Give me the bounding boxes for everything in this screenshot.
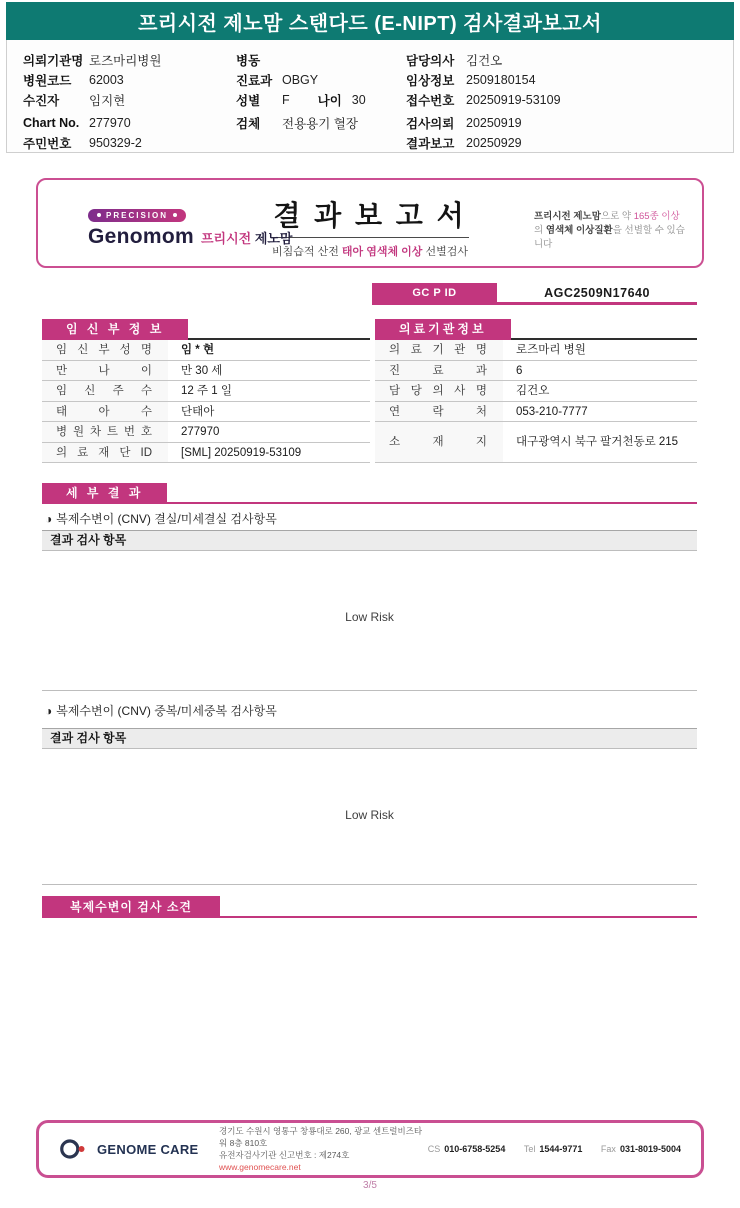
- admin-row: [236, 70, 406, 89]
- row-value: 만 30 세: [181, 364, 223, 377]
- pregnancy-info-table: [42, 319, 370, 463]
- row-label: 임 신 주 수: [42, 381, 168, 401]
- field-label: 나이: [317, 93, 342, 108]
- table-row: [375, 340, 697, 361]
- admin-row: [236, 50, 406, 69]
- field-value: 20250919: [466, 115, 522, 130]
- row-value: 053-210-7777: [516, 405, 588, 418]
- field-label: 성별: [236, 93, 261, 108]
- row-value: 277970: [181, 426, 220, 438]
- title-underline: [271, 237, 469, 238]
- row-label: 의 료 기 관 명: [375, 340, 503, 360]
- genome-care-logo: [59, 1137, 219, 1161]
- genomom-logo: [88, 204, 293, 249]
- table-row: [42, 402, 370, 423]
- field-label: 주민번호: [23, 136, 72, 151]
- result-report-title: 결 과 보 고 서: [273, 200, 467, 231]
- admin-row: [406, 113, 726, 132]
- field-value: OBGY: [282, 72, 319, 87]
- tel-label: Tel: [523, 1144, 536, 1154]
- brand-korean-pink: 프리시전: [200, 231, 252, 246]
- field-label: 병원코드: [23, 73, 72, 88]
- field-value: 20250929: [466, 135, 522, 150]
- badge-dot-icon: [173, 213, 177, 217]
- admin-row: [23, 50, 238, 69]
- row-label: 태 아 수: [42, 402, 168, 422]
- clinic-info-table: [375, 319, 697, 463]
- tagline-seg: 프리시전 제노맘: [534, 211, 601, 222]
- table-header: [375, 319, 697, 340]
- fax-label: Fax: [600, 1144, 616, 1154]
- cnv-findings-title: 복제수변이 검사 소견: [42, 896, 220, 918]
- field-label: 결과보고: [406, 136, 455, 151]
- pregnancy-info-title: 임 신 부 정 보: [42, 319, 188, 340]
- footer: [36, 1120, 704, 1178]
- field-label: 임상정보: [406, 73, 455, 88]
- cnv-heading-text: 복제수변이 (CNV) 중복/미세중복 검사항목: [56, 704, 277, 718]
- field-value: 30: [351, 92, 366, 107]
- cnv-duplication-result: Low Risk: [345, 808, 394, 822]
- address-line-1: 경기도 수원시 영통구 창룡대로 260, 광교 센트럴비즈타워 8층 810호: [219, 1126, 423, 1148]
- admin-column-middle: [236, 50, 406, 133]
- masthead-tagline: [534, 210, 686, 252]
- report-title-bar: [6, 2, 734, 40]
- admin-row: [236, 113, 406, 132]
- table-row: [42, 443, 370, 464]
- field-label: 검사의뢰: [406, 116, 455, 131]
- report-title: 프리시전 제노맘 스탠다드 (E-NIPT) 검사결과보고서: [138, 12, 602, 35]
- field-label: 담당의사: [406, 53, 455, 68]
- field-label: 수진자: [23, 93, 60, 108]
- row-label: 병 원 차 트 번 호: [42, 422, 168, 442]
- field-value: 김건오: [466, 53, 503, 68]
- section-divider: [42, 690, 697, 691]
- cs-label: CS: [427, 1144, 441, 1154]
- admin-column-left: [23, 50, 238, 153]
- table-row: [375, 422, 697, 463]
- section-divider: [42, 884, 697, 885]
- table-row: [375, 402, 697, 423]
- precision-badge: [88, 209, 186, 222]
- table-row: [42, 340, 370, 361]
- field-label: 검체: [236, 116, 261, 131]
- admin-row: [23, 113, 238, 132]
- field-value: 62003: [89, 72, 124, 87]
- genome-care-logo-icon: [59, 1137, 91, 1161]
- row-label: 담 당 의 사 명: [375, 381, 503, 401]
- field-label: 접수번호: [406, 93, 455, 108]
- cnv-findings-header: [42, 896, 697, 918]
- brand-korean: [201, 231, 293, 246]
- cnv-deletion-heading: [45, 510, 277, 527]
- table-row: [42, 381, 370, 402]
- badge-dot-icon: [97, 213, 101, 217]
- field-value: 전용용기 혈장: [282, 116, 358, 131]
- row-label: 소 재 지: [375, 422, 503, 462]
- row-label: 진 료 과: [375, 361, 503, 381]
- table-header: [42, 319, 370, 340]
- field-label: 의뢰기관명: [23, 53, 84, 68]
- brand-korean-dark: 제노맘: [254, 231, 293, 246]
- detail-results-header: [42, 483, 697, 504]
- footer-contacts: [428, 1144, 681, 1154]
- row-value: 임 * 현: [181, 344, 215, 356]
- detail-results-title: 세 부 결 과: [42, 483, 167, 504]
- gc-p-id-value: AGC2509N17640: [497, 283, 697, 302]
- table-row: [375, 381, 697, 402]
- cnv-heading-text: 복제수변이 (CNV) 결실/미세결실 검사항목: [56, 512, 277, 526]
- field-label: Chart No.: [23, 115, 80, 130]
- field-value: 277970: [89, 115, 131, 130]
- website-link[interactable]: www.genomecare.net: [219, 1162, 301, 1172]
- tagline-seg: 을 선별할 수 있습니다: [534, 225, 685, 250]
- result-column-header: [42, 530, 697, 551]
- field-value: 20250919-53109: [466, 92, 561, 107]
- tagline-seg: 으로 약: [600, 211, 634, 222]
- field-value: 2509180154: [466, 72, 536, 87]
- field-label: 병동: [236, 53, 261, 68]
- admin-row: [406, 90, 726, 109]
- field-value: 로즈마리병원: [89, 53, 162, 68]
- address-line-2: 유전자검사기관 신고번호 : 제274호: [219, 1150, 350, 1160]
- brand-wordmark: [88, 225, 293, 249]
- half-circle-bullet-icon: ◑: [45, 704, 53, 718]
- brand-name: Genomom: [88, 225, 194, 248]
- tagline-seg: 의: [534, 225, 546, 236]
- page-number: 3/5: [363, 1180, 377, 1191]
- footer-address: [219, 1125, 428, 1173]
- table-row: [42, 361, 370, 382]
- row-value: 단태아: [181, 405, 215, 418]
- admin-row: [236, 90, 406, 109]
- clinic-info-title: 의료기관정보: [375, 319, 511, 340]
- admin-header: [6, 40, 734, 153]
- admin-row: [406, 50, 726, 69]
- cnv-deletion-result: Low Risk: [345, 610, 394, 624]
- field-value: F: [282, 92, 290, 107]
- field-value: 임지현: [89, 93, 126, 108]
- row-label: 만 나 이: [42, 361, 168, 381]
- row-label: 연 락 처: [375, 402, 503, 422]
- gc-p-id-bar: [372, 283, 697, 305]
- subtitle-highlight: 태아 염색체 이상: [341, 246, 423, 258]
- fax-number: 031-8019-5004: [619, 1144, 681, 1154]
- field-value: 950329-2: [89, 135, 142, 150]
- cs-number: 010-6758-5254: [444, 1144, 506, 1154]
- badge-label: PRECISION: [106, 210, 169, 220]
- row-label: 의 료 재 단 ID: [42, 443, 168, 463]
- admin-row: [23, 90, 238, 109]
- row-value: 로즈마리 병원: [516, 344, 586, 356]
- field-label: 진료과: [236, 73, 273, 88]
- tagline-seg: 165종 이상: [633, 211, 680, 222]
- half-circle-bullet-icon: ◑: [45, 512, 53, 526]
- row-value: 대구광역시 북구 팔거천동로 215: [516, 436, 679, 448]
- row-label: 임 신 부 성 명: [42, 340, 168, 360]
- genome-care-logo-text: GENOME CARE: [97, 1141, 199, 1157]
- admin-row: [23, 133, 238, 152]
- table-row: [375, 361, 697, 382]
- admin-row: [406, 133, 726, 152]
- tel-number: 1544-9771: [539, 1144, 583, 1154]
- row-value: 6: [516, 364, 523, 377]
- admin-row: [406, 70, 726, 89]
- result-column-label: 결과 검사 항목: [50, 731, 127, 745]
- subtitle-suffix: 선별검사: [422, 246, 468, 258]
- result-column-header: [42, 728, 697, 749]
- row-value: [SML] 20250919-53109: [181, 446, 302, 459]
- admin-column-right: [406, 50, 726, 153]
- subtitle-prefix: 비침습적 산전: [272, 246, 342, 258]
- gc-p-id-label: GC P ID: [372, 283, 497, 302]
- admin-row: [23, 70, 238, 89]
- table-row: [42, 422, 370, 443]
- result-column-label: 결과 검사 항목: [50, 533, 127, 547]
- cnv-duplication-heading: [45, 702, 277, 719]
- row-value: 김건오: [516, 385, 550, 397]
- tagline-seg: 염색체 이상질환: [545, 225, 613, 236]
- row-value: 12 주 1 일: [181, 385, 232, 397]
- report-masthead: [36, 178, 704, 268]
